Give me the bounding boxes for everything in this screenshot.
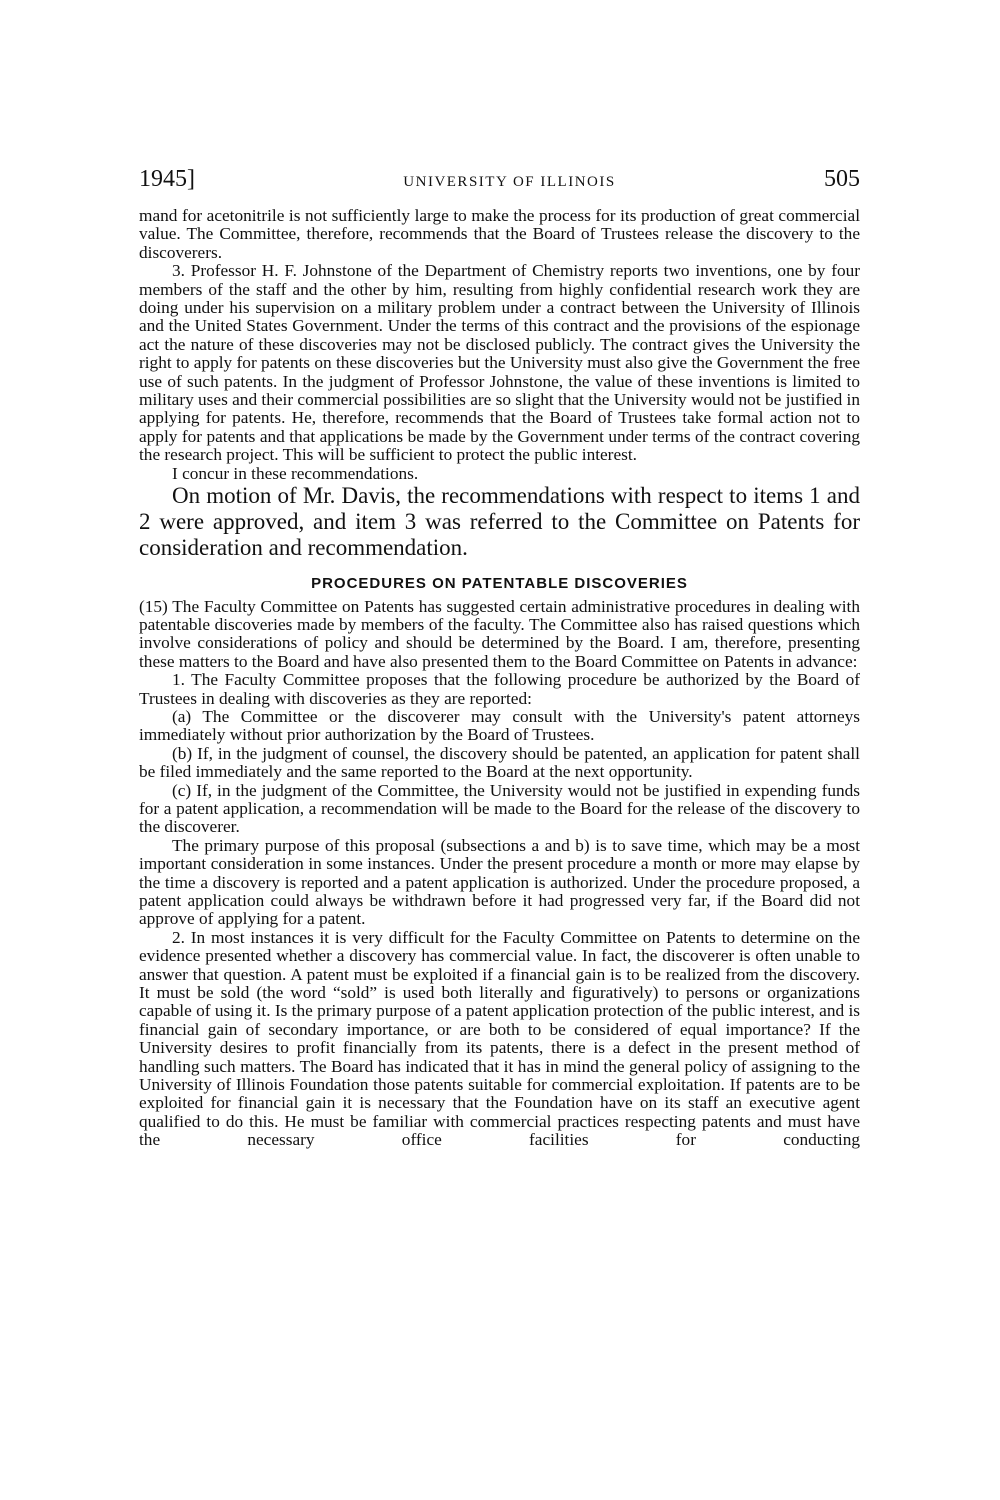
paragraph-purpose: The primary purpose of this proposal (subsections a and b) is to save time, which may be a most important consideration in some instances. Under the present procedure a month or more may elapse by the time a discovery is reported and a patent application is authorized. Under the procedure proposed, a patent application could always be withdrawn before it had progressed very far, if the Board did not approve of applying for a patent. <box>139 835 860 929</box>
motion-paragraph: On motion of Mr. Davis, the recommendations with respect to items 1 and 2 were approved, and item 3 was referred to the Committee on Patents for consideration and recommendation. <box>139 483 860 561</box>
page-number: 505 <box>824 166 860 192</box>
running-head <box>139 166 860 193</box>
paragraph-concur: I concur in these recommendations. <box>172 463 419 483</box>
paragraph-1: 1. The Faculty Committee proposes that the following procedure be authorized by the Board of Trustees in dealing with discoveries as they are reported: <box>139 670 860 708</box>
header-year: 1945] <box>139 166 195 192</box>
header-title: UNIVERSITY OF ILLINOIS <box>403 174 616 190</box>
body-text <box>139 207 860 1150</box>
paragraph-continued: mand for acetonitrile is not sufficiently large to make the process for its production of great commercial value. The Committee, therefore, recommends that the Board of Trustees release the discovery to the discoverers. <box>139 206 860 262</box>
paragraph-b: (b) If, in the judgment of counsel, the discovery should be patented, an application for patent shall be filed immediately and the same reported to the Board at the next opportunity. <box>139 743 860 782</box>
paragraph-2: 2. In most instances it is very difficult for the Faculty Committee on Patents to determine on the evidence presented whether a discovery has commercial value. In fact, the discoverer is often unable to answer that question. A patent must be exploited if a financial gain is to be realized from the discovery. It must be sold (the word “sold” is used both literally and figuratively) to persons or organizations capable of using it. Is the primary purpose of a patent application protection of the public interest, and is financial gain of secondary importance, or are both to be considered of equal importance? If the University desires to profit financially from its patents, there is a defect in the present method of handling such matters. The Board has indicated that it has in mind the general policy of assigning to the University of Illinois Foundation those patents suitable for commercial exploitation. If patents are to be exploited for financial gain it is necessary that the Foundation have on its staff an executive agent qualified to do this. He must be familiar with commercial practices respecting patents and must have the necessary office facilities for conducting <box>139 927 860 1150</box>
paragraph-a: (a) The Committee or the discoverer may consult with the University's patent attorneys immediately without prior authorization by the Board of Trustees. <box>139 706 860 745</box>
paragraph-c: (c) If, in the judgment of the Committee, the University would not be justified in expending funds for a patent application, a recommendation will be made to the Board for the release of the discovery to the discoverer. <box>139 780 860 837</box>
paragraph-item-3: 3. Professor H. F. Johnstone of the Department of Chemistry reports two inventions, one by four members of the staff and the other by him, resulting from highly confidential research work they are doing under his supervision on a military problem under a contract between the University of Illinois and the United States Government. Under the terms of this contract and the provisions of the espionage act the nature of these discoveries may not be disclosed publicly. The contract gives the University the right to apply for patents on these discoveries but the University must also give the Government the free use of such patents. In the judgment of Professor Johnstone, the value of these inventions is limited to military uses and their commercial possibilities are so slight that the University would not be justified in applying for patents. He, therefore, recommends that the Board of Trustees take formal action not to apply for patents and that applications be made by the Government under terms of the contract covering the research project. This will be sufficient to protect the public interest. <box>139 261 860 465</box>
paragraph-15: (15) The Faculty Committee on Patents has suggested certain administrative procedures in dealing with patentable discoveries made by members of the faculty. The Committee also has raised questions which involve considerations of policy and should be determined by the Board. I am, therefore, presenting these matters to the Board and have also presented them to the Board Committee on Patents in advance: <box>139 596 860 671</box>
section-heading: PROCEDURES ON PATENTABLE DISCOVERIES <box>311 575 688 593</box>
